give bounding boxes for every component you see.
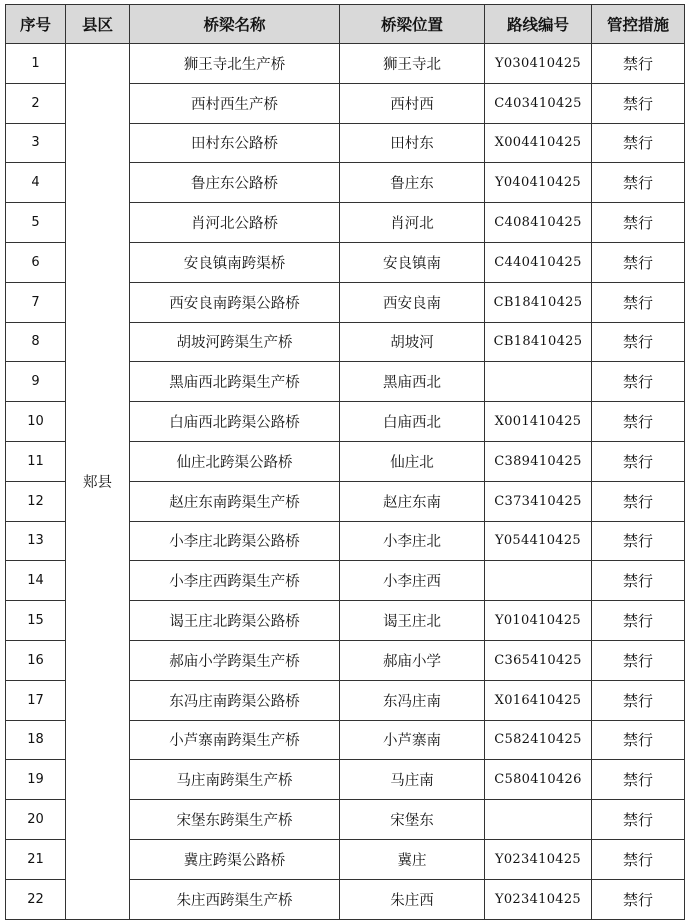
route-code: C365410425 — [485, 640, 592, 680]
bridge-name: 黑庙西北跨渠生产桥 — [130, 362, 340, 402]
route-code — [485, 561, 592, 601]
bridge-location: 西安良南 — [340, 282, 485, 322]
route-code — [485, 362, 592, 402]
control-measure: 禁行 — [592, 163, 685, 203]
county-cell: 郏县 — [66, 44, 130, 920]
row-index: 22 — [6, 879, 66, 919]
bridge-name: 肖河北公路桥 — [130, 203, 340, 243]
bridge-name: 西安良南跨渠公路桥 — [130, 282, 340, 322]
row-index: 12 — [6, 481, 66, 521]
row-index: 18 — [6, 720, 66, 760]
row-index: 14 — [6, 561, 66, 601]
row-index: 10 — [6, 402, 66, 442]
bridge-name: 狮王寺北生产桥 — [130, 44, 340, 84]
route-code: X004410425 — [485, 123, 592, 163]
bridge-name: 谒王庄北跨渠公路桥 — [130, 601, 340, 641]
route-code: Y040410425 — [485, 163, 592, 203]
control-measure: 禁行 — [592, 720, 685, 760]
bridge-location: 田村东 — [340, 123, 485, 163]
row-index: 13 — [6, 521, 66, 561]
header-route-code: 路线编号 — [485, 5, 592, 44]
bridge-location: 冀庄 — [340, 839, 485, 879]
row-index: 11 — [6, 441, 66, 481]
route-code: C373410425 — [485, 481, 592, 521]
header-control-measure: 管控措施 — [592, 5, 685, 44]
bridge-name: 冀庄跨渠公路桥 — [130, 839, 340, 879]
route-code: X001410425 — [485, 402, 592, 442]
row-index: 9 — [6, 362, 66, 402]
route-code: C582410425 — [485, 720, 592, 760]
row-index: 4 — [6, 163, 66, 203]
bridge-name: 田村东公路桥 — [130, 123, 340, 163]
control-measure: 禁行 — [592, 521, 685, 561]
row-index: 15 — [6, 601, 66, 641]
bridge-location: 白庙西北 — [340, 402, 485, 442]
bridge-location: 胡坡河 — [340, 322, 485, 362]
bridge-location: 赵庄东南 — [340, 481, 485, 521]
control-measure: 禁行 — [592, 800, 685, 840]
header-bridge-name: 桥梁名称 — [130, 5, 340, 44]
route-code: C580410426 — [485, 760, 592, 800]
route-code: C440410425 — [485, 242, 592, 282]
header-row — [6, 5, 685, 44]
bridge-name: 小李庄北跨渠公路桥 — [130, 521, 340, 561]
route-code: CB18410425 — [485, 282, 592, 322]
control-measure: 禁行 — [592, 402, 685, 442]
control-measure: 禁行 — [592, 362, 685, 402]
control-measure: 禁行 — [592, 203, 685, 243]
bridge-name: 小芦寨南跨渠生产桥 — [130, 720, 340, 760]
bridge-name: 西村西生产桥 — [130, 83, 340, 123]
bridge-name: 胡坡河跨渠生产桥 — [130, 322, 340, 362]
route-code: Y010410425 — [485, 601, 592, 641]
bridge-location: 黑庙西北 — [340, 362, 485, 402]
bridge-location: 宋堡东 — [340, 800, 485, 840]
row-index: 21 — [6, 839, 66, 879]
bridge-location: 小李庄北 — [340, 521, 485, 561]
bridge-name: 宋堡东跨渠生产桥 — [130, 800, 340, 840]
route-code: Y054410425 — [485, 521, 592, 561]
control-measure: 禁行 — [592, 879, 685, 919]
control-measure: 禁行 — [592, 680, 685, 720]
route-code: Y023410425 — [485, 879, 592, 919]
control-measure: 禁行 — [592, 839, 685, 879]
bridge-name: 朱庄西跨渠生产桥 — [130, 879, 340, 919]
control-measure: 禁行 — [592, 322, 685, 362]
control-measure: 禁行 — [592, 640, 685, 680]
table-header — [6, 5, 685, 44]
route-code: Y030410425 — [485, 44, 592, 84]
route-code: X016410425 — [485, 680, 592, 720]
control-measure: 禁行 — [592, 282, 685, 322]
bridge-location: 马庄南 — [340, 760, 485, 800]
bridge-location: 小李庄西 — [340, 561, 485, 601]
control-measure: 禁行 — [592, 83, 685, 123]
bridge-location: 东冯庄南 — [340, 680, 485, 720]
bridge-control-table — [5, 4, 685, 920]
bridge-location: 狮王寺北 — [340, 44, 485, 84]
bridge-name: 东冯庄南跨渠公路桥 — [130, 680, 340, 720]
row-index: 20 — [6, 800, 66, 840]
route-code: C408410425 — [485, 203, 592, 243]
route-code: C403410425 — [485, 83, 592, 123]
bridge-name: 白庙西北跨渠公路桥 — [130, 402, 340, 442]
bridge-location: 鲁庄东 — [340, 163, 485, 203]
route-code: C389410425 — [485, 441, 592, 481]
bridge-location: 小芦寨南 — [340, 720, 485, 760]
control-measure: 禁行 — [592, 481, 685, 521]
bridge-name: 鲁庄东公路桥 — [130, 163, 340, 203]
control-measure: 禁行 — [592, 44, 685, 84]
row-index: 2 — [6, 83, 66, 123]
bridge-name: 郝庙小学跨渠生产桥 — [130, 640, 340, 680]
header-county: 县区 — [66, 5, 130, 44]
control-measure: 禁行 — [592, 601, 685, 641]
control-measure: 禁行 — [592, 561, 685, 601]
control-measure: 禁行 — [592, 441, 685, 481]
route-code: CB18410425 — [485, 322, 592, 362]
row-index: 1 — [6, 44, 66, 84]
bridge-name: 仙庄北跨渠公路桥 — [130, 441, 340, 481]
bridge-location: 安良镇南 — [340, 242, 485, 282]
bridge-location: 西村西 — [340, 83, 485, 123]
row-index: 17 — [6, 680, 66, 720]
row-index: 5 — [6, 203, 66, 243]
row-index: 16 — [6, 640, 66, 680]
bridge-location: 肖河北 — [340, 203, 485, 243]
control-measure: 禁行 — [592, 760, 685, 800]
route-code: Y023410425 — [485, 839, 592, 879]
bridge-location: 郝庙小学 — [340, 640, 485, 680]
bridge-name: 赵庄东南跨渠生产桥 — [130, 481, 340, 521]
bridge-location: 仙庄北 — [340, 441, 485, 481]
row-index: 3 — [6, 123, 66, 163]
control-measure: 禁行 — [592, 123, 685, 163]
bridge-name: 小李庄西跨渠生产桥 — [130, 561, 340, 601]
row-index: 19 — [6, 760, 66, 800]
route-code — [485, 800, 592, 840]
row-index: 7 — [6, 282, 66, 322]
header-index: 序号 — [6, 5, 66, 44]
bridge-name: 马庄南跨渠生产桥 — [130, 760, 340, 800]
row-index: 6 — [6, 242, 66, 282]
bridge-location: 朱庄西 — [340, 879, 485, 919]
header-bridge-location: 桥梁位置 — [340, 5, 485, 44]
table-body — [6, 44, 685, 920]
bridge-name: 安良镇南跨渠桥 — [130, 242, 340, 282]
table-row — [6, 44, 685, 84]
bridge-location: 谒王庄北 — [340, 601, 485, 641]
row-index: 8 — [6, 322, 66, 362]
control-measure: 禁行 — [592, 242, 685, 282]
